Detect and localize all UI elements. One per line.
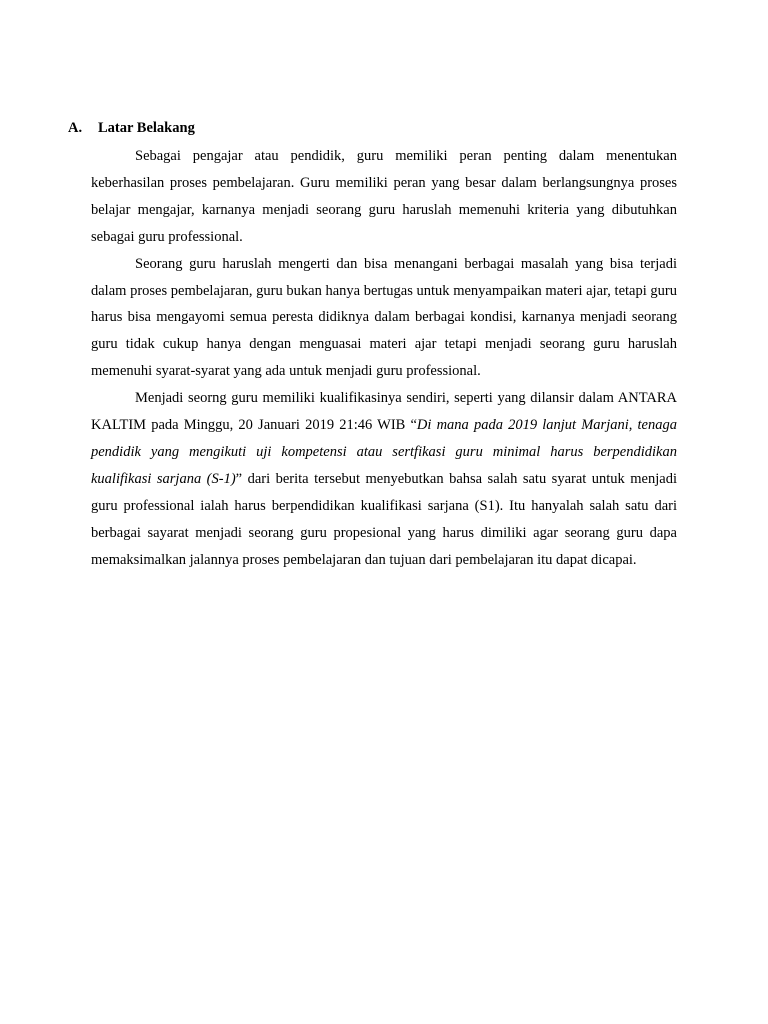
paragraph-3-lead: Menjadi seorng guru memiliki kualifikasinya sendiri, seperti yang dilansir dalam ANTARA KALTIM pada Minggu, 20 Januari 2019 21:46 WIB “	[91, 390, 677, 434]
paragraph-3	[91, 385, 677, 573]
section-heading	[68, 119, 195, 137]
paragraph-3-tail: ” dari berita tersebut menyebutkan bahsa salah satu syarat untuk menjadi guru professional ialah harus berpendidikan kualifikasi sarjana (S1). Itu hanyalah salah satu dari berbagai sayarat menjadi seorang guru propesional yang harus dimiliki agar seorang guru dapa memaksimalkan jalannya proses pembelajaran dan tujuan dari pembelajaran itu dapat dicapai.	[91, 470, 677, 568]
paragraph-1: Sebagai pengajar atau pendidik, guru memiliki peran penting dalam menentukan keberhasilan proses pembelajaran. Guru memiliki peran yang besar dalam berlangsungnya proses belajar mengajar, karnanya menjadi seorang guru haruslah memenuhi kriteria yang dibutuhkan sebagai guru professional.	[91, 148, 677, 245]
body-text	[91, 143, 677, 574]
news-quote: Di mana pada 2019 lanjut Marjani, tenaga pendidik yang mengikuti uji kompetensi atau sertfikasi guru minimal harus berpendidikan kualifikasi sarjana (S-1)	[91, 417, 677, 487]
section-number: A.	[68, 120, 83, 136]
section-title: Latar Belakang	[98, 120, 195, 136]
paragraph-2: Seorang guru haruslah mengerti dan bisa menangani berbagai masalah yang bisa terjadi dalam proses pembelajaran, guru bukan hanya bertugas untuk menyampaikan materi ajar, tetapi guru harus bisa mengayomi semua peresta didiknya dalam berbagai kondisi, karnanya menjadi seorang guru tidak cukup hanya dengan menguasai materi ajar tetapi menjadi seorang guru haruslah memenuhi syarat-syarat yang ada untuk menjadi guru professional.	[91, 255, 677, 380]
